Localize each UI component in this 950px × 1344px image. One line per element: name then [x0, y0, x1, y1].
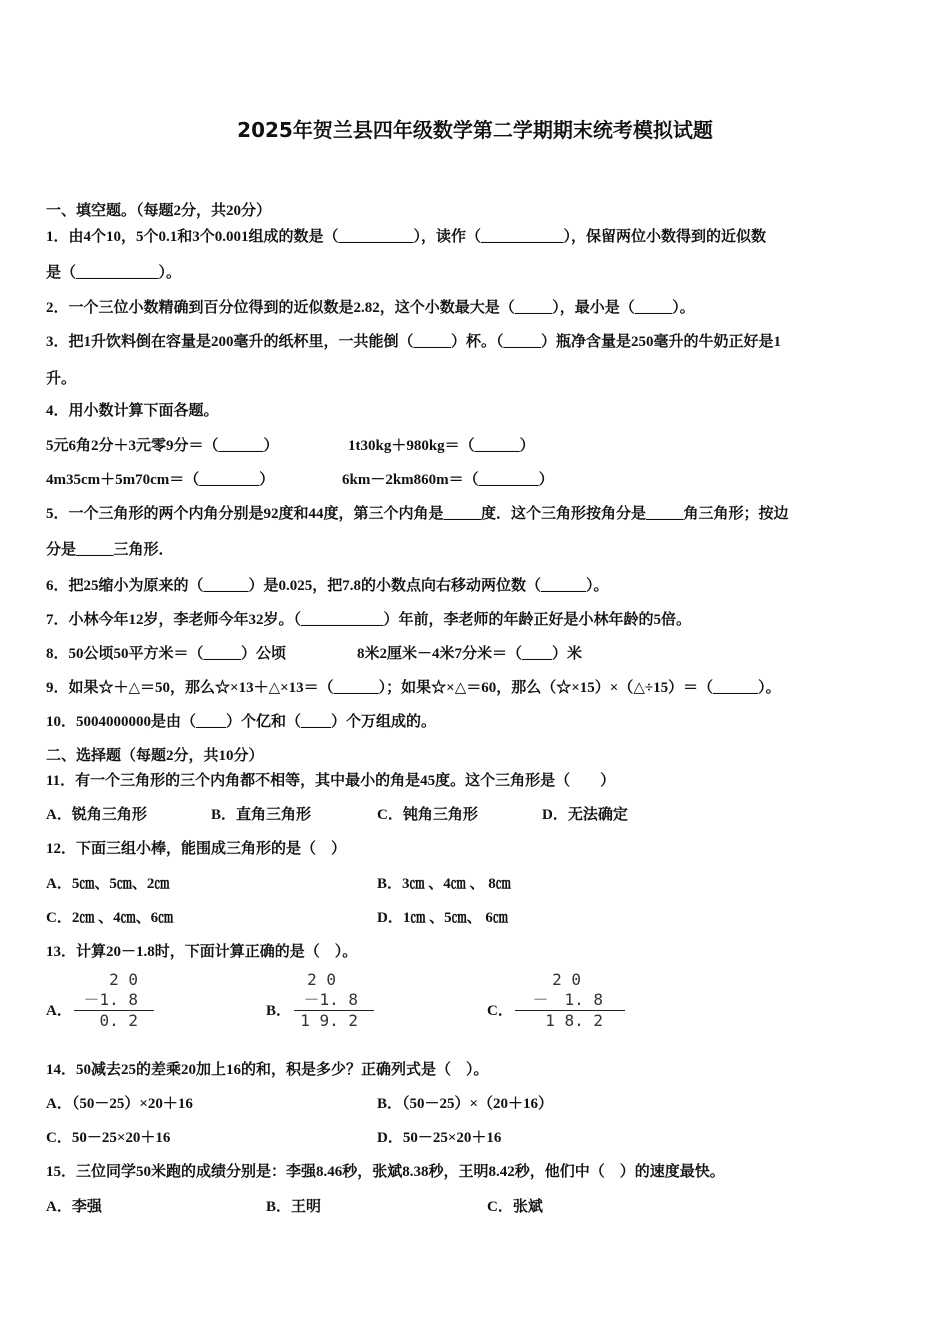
question-13: 13．计算20－1.8时，下面计算正确的是（ ）。 [46, 944, 358, 960]
vertical-subtraction [74, 970, 154, 1031]
subtrahend: － 1. 8 [532, 990, 603, 1009]
result: 1 8. 2 [515, 1010, 625, 1031]
question-4-item: 6km－2km860m＝（________） [342, 472, 554, 488]
question-3: 3．把1升饮料倒在容量是200毫升的纸杯里，一共能倒（_____）杯。（_____）瓶净含量是250毫升的牛奶正好是1 [46, 334, 782, 350]
option: C．钝角三角形 [377, 807, 478, 823]
option: D．无法确定 [542, 807, 628, 823]
result: 0. 2 [74, 1010, 154, 1031]
question-1-cont: 是（___________）。 [46, 265, 182, 281]
option: C．2㎝ 、4㎝、6㎝ [46, 910, 174, 926]
question-6: 6．把25缩小为原来的（______）是0.025，把7.8的小数点向右移动两位数（______）。 [46, 578, 609, 594]
question-11: 11．有一个三角形的三个内角都不相等，其中最小的角是45度。这个三角形是（ ） [46, 773, 616, 789]
section-heading: 一、填空题。（每题2分，共20分） [46, 203, 272, 219]
subtrahend: －1. 8 [303, 990, 358, 1009]
option: D．1㎝ 、5㎝、 6㎝ [377, 910, 508, 926]
option: D．50－25×20＋16 [377, 1130, 502, 1146]
vertical-subtraction [515, 970, 625, 1031]
question-4-item: 1t30kg＋980kg＝（______） [348, 438, 535, 454]
minuend: 2 0 [552, 970, 581, 989]
option: A．5㎝、5㎝、2㎝ [46, 876, 170, 892]
option-label: A． [46, 1003, 72, 1019]
question-4-item: 5元6角2分＋3元零9分＝（______） [46, 438, 279, 454]
question-3-cont: 升。 [46, 371, 77, 387]
option: B．3㎝ 、4㎝ 、 8㎝ [377, 876, 511, 892]
question-5: 5．一个三角形的两个内角分别是92度和44度，第三个内角是_____度．这个三角形按角分是_____角三角形；按边 [46, 506, 789, 522]
question-5-cont: 分是_____三角形． [46, 542, 174, 558]
option-label: B． [266, 1003, 292, 1019]
option: B．（50－25）×（20＋16） [377, 1096, 554, 1112]
question-9: 9．如果☆＋△＝50，那么☆×13＋△×13＝（______）；如果☆×△＝60，那么（☆×15）×（△÷15）＝（______）。 [46, 680, 781, 696]
option: C．张斌 [487, 1199, 543, 1215]
question-7: 7．小林今年12岁，李老师今年32岁。（___________）年前，李老师的年龄正好是小林年龄的5倍。 [46, 612, 692, 628]
option: B．直角三角形 [211, 807, 312, 823]
option: A．李强 [46, 1199, 102, 1215]
question-4-item: 4m35cm＋5m70cm＝（________） [46, 472, 275, 488]
question-2: 2．一个三位小数精确到百分位得到的近似数是2.82，这个小数最大是（_____），最小是（_____）。 [46, 300, 695, 316]
option-label: C． [487, 1003, 513, 1019]
subtrahend: －1. 8 [83, 990, 138, 1009]
minuend: 2 0 [109, 970, 138, 989]
question-8: 8．50公顷50平方米＝（_____）公顷 [46, 646, 287, 662]
option: A．（50－25）×20＋16 [46, 1096, 193, 1112]
option: B．王明 [266, 1199, 322, 1215]
question-15: 15．三位同学50米跑的成绩分别是：李强8.46秒，张斌8.38秒，王明8.42秒，他们中（ ）的速度最快。 [46, 1164, 725, 1180]
question-10: 10．5004000000是由（____）个亿和（____）个万组成的。 [46, 714, 437, 730]
question-8-part2: 8米2厘米－4米7分米＝（____）米 [357, 646, 583, 662]
question-12: 12．下面三组小棒，能围成三角形的是（ ） [46, 841, 347, 857]
question-14: 14．50减去25的差乘20加上16的和，积是多少？正确列式是（ ）。 [46, 1062, 489, 1078]
question-1: 1．由4个10，5个0.1和3个0.001组成的数是（__________），读作（___________），保留两位小数得到的近似数 [46, 229, 767, 245]
option: C．50－25×20＋16 [46, 1130, 171, 1146]
result: 1 9. 2 [294, 1010, 374, 1031]
option: A．锐角三角形 [46, 807, 147, 823]
question-4: 4．用小数计算下面各题。 [46, 403, 219, 419]
page-title: 2025年贺兰县四年级数学第二学期期末统考模拟试题 [237, 118, 713, 142]
vertical-subtraction [294, 970, 374, 1031]
section-heading: 二、选择题（每题2分，共10分） [46, 748, 264, 764]
minuend: 2 0 [307, 970, 336, 989]
